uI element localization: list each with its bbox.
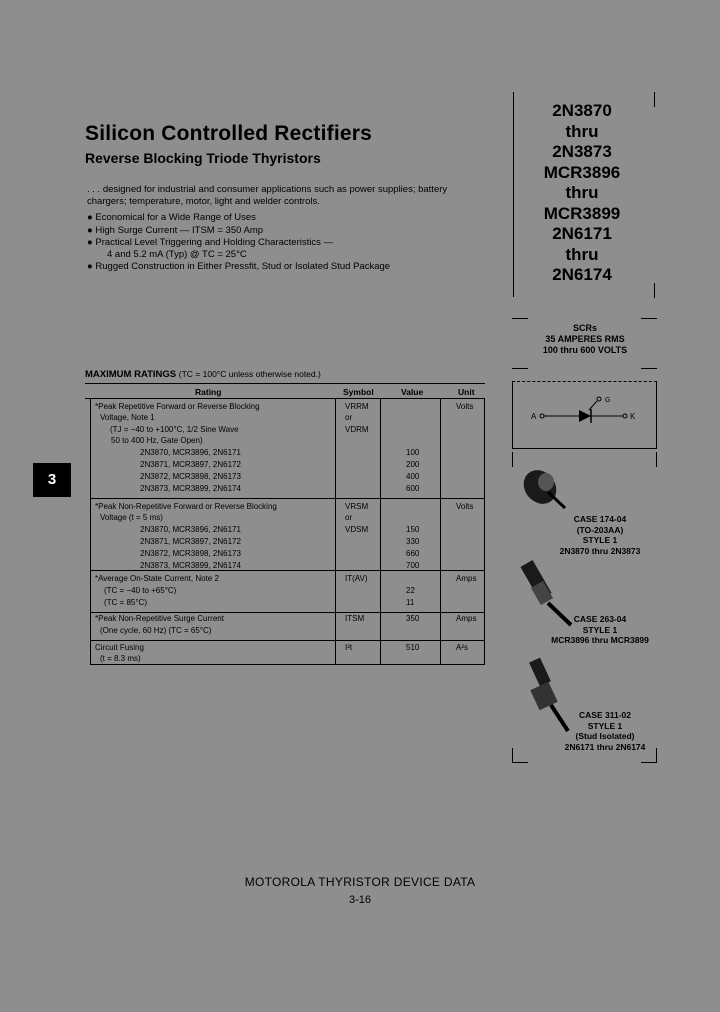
rating-cell: 2N3872, MCR3898, 2N6173 [140,472,241,481]
rating-cell: 2N3871, MCR3897, 2N6172 [140,537,241,546]
rating-cell: 2N3873, MCR3899, 2N6174 [140,484,241,493]
page-title: Silicon Controlled Rectifiers [85,122,373,145]
rating-cell: Voltage (t = 5 ms) [100,513,163,522]
rating-cell: 2N3870, MCR3896, 2N6171 [140,525,241,534]
gate-label: G [605,397,611,404]
case-174-label: CASE 174-04 (TO-203AA) STYLE 1 2N3870 thru 2N3873 [559,514,641,556]
value-cell: 600 [406,484,420,493]
anode-label: A [531,412,537,421]
rating-cell: (TC = −40 to +65°C) [104,586,177,595]
rating-cell: *Peak Repetitive Forward or Reverse Blocking [95,402,260,411]
footer-title: MOTOROLA THYRISTOR DEVICE DATA [244,875,476,889]
rating-cell: 2N3873, MCR3899, 2N6174 [140,561,241,570]
page-subtitle: Reverse Blocking Triode Thyristors [85,150,321,166]
value-cell: 150 [406,525,420,534]
part-number-list: 2N3870 thru 2N3873 MCR3896 thru MCR3899 2N6171 thru 2N6174 [543,101,621,284]
value-cell: 400 [406,472,420,481]
value-cell: 200 [406,460,420,469]
unit-cell: Volts [456,502,474,511]
rating-cell: (t = 8.3 ms) [100,654,141,663]
rating-cell: *Peak Non-Repetitive Surge Current [95,614,224,623]
cathode-label: K [630,412,636,421]
feature-line: 4 and 5.2 mA (Typ) @ TC = 25°C [107,249,247,260]
feature-bullet: ● Economical for a Wide Range of Uses [87,212,256,223]
ratings-title: MAXIMUM RATINGS (TC = 100°C unless otherwise noted.) [85,369,321,380]
rating-cell: Circuit Fusing [95,643,144,652]
case-311-label: CASE 311-02 STYLE 1 (Stud Isolated) 2N6171 thru 2N6174 [564,710,646,752]
value-cell: 100 [406,448,420,457]
symbol-cell: or [345,513,353,522]
page-number: 3-16 [348,894,372,906]
unit-cell: Amps [456,614,477,623]
unit-cell: A²s [456,643,468,652]
rating-cell: (TC = 85°C) [104,598,147,607]
rating-cell: *Average On-State Current, Note 2 [95,574,219,583]
rating-cell: Voltage, Note 1 [100,413,155,422]
symbol-cell: VRRM [345,402,369,411]
symbol-cell: IT(AV) [345,574,368,583]
value-cell: 330 [406,537,420,546]
value-cell: 11 [406,598,415,607]
symbol-cell: ITSM [345,614,365,623]
rating-cell: *Peak Non-Repetitive Forward or Reverse Blocking [95,502,277,511]
col-unit: Unit [458,387,475,397]
symbol-cell: VDSM [345,525,369,534]
case-263-label: CASE 263-04 STYLE 1 MCR3896 thru MCR3899 [551,614,649,645]
value-cell: 510 [406,643,420,652]
intro-text: . . . designed for industrial and consumer applications such as power supplies; battery chargers; temperature, motor, light and welder controls. [87,184,448,207]
scr-symbol [525,390,645,435]
symbol-cell: VDRM [345,425,369,434]
feature-bullet: ● Rugged Construction in Either Pressfit, Stud or Isolated Stud Package [87,261,391,272]
value-cell: 22 [406,586,415,595]
feature-bullet: ● High Surge Current — ITSM = 350 Amp [87,225,264,236]
symbol-cell: or [345,413,353,422]
case-174-drawing [518,462,568,512]
unit-cell: Volts [456,402,474,411]
summary-block: SCRs 35 AMPERES RMS 100 thru 600 VOLTS [542,323,628,355]
rating-cell: 2N3871, MCR3897, 2N6172 [140,460,241,469]
rating-cell: (One cycle, 60 Hz) (TC = 65°C) [100,626,212,635]
rating-cell: 50 to 400 Hz, Gate Open) [111,436,203,445]
symbol-cell: I²t [345,643,353,652]
rating-cell: (TJ = −40 to +100°C, 1/2 Sine Wave [110,425,239,434]
value-cell: 350 [406,614,420,623]
col-symbol: Symbol [343,387,374,397]
col-rating: Rating [195,387,222,397]
symbol-cell: VRSM [345,502,369,511]
col-value: Value [401,387,424,397]
unit-cell: Amps [456,574,477,583]
value-cell: 660 [406,549,420,558]
value-cell: 700 [406,561,420,570]
rating-cell: 2N3872, MCR3898, 2N6173 [140,549,241,558]
rating-cell: 2N3870, MCR3896, 2N6171 [140,448,241,457]
section-tab: 3 [33,463,71,497]
feature-bullet: ● Practical Level Triggering and Holding Characteristics — [87,237,333,248]
